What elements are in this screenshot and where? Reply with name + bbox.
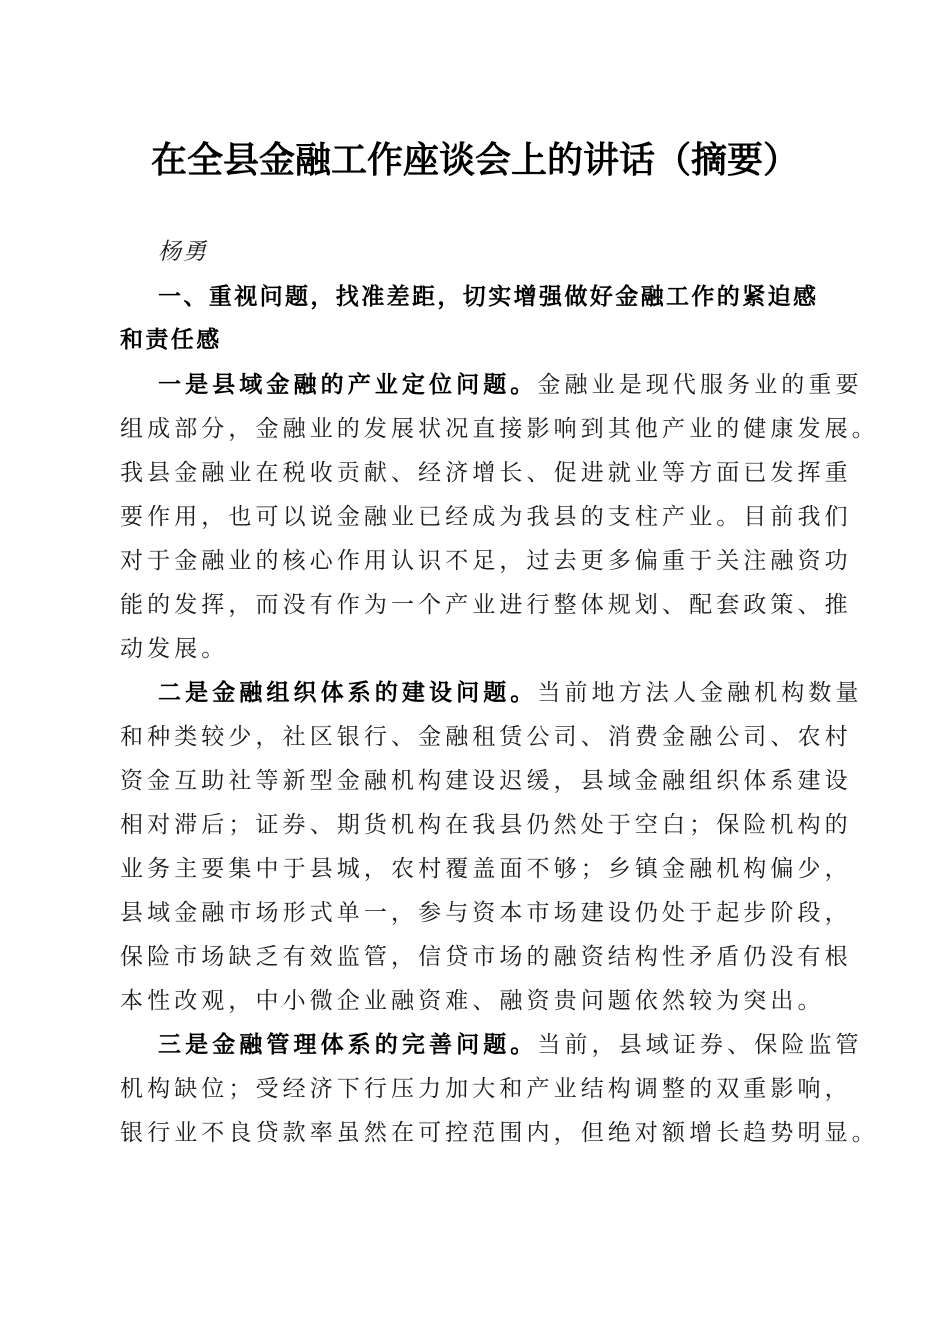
paragraph-1-lead: 一是县域金融的产业定位问题。 — [158, 371, 538, 398]
paragraph-1-line-1 — [158, 370, 878, 400]
author-name: 杨勇 — [158, 239, 208, 265]
paragraph-1-line-6: 能的发挥，而没有作为一个产业进行整体规划、配套政策、推 — [120, 592, 852, 618]
paragraph-1-line-5: 对于金融业的核心作用认识不足，过去更多偏重于关注融资功 — [120, 548, 852, 574]
paragraph-3-line-2: 机构缺位；受经济下行压力加大和产业结构调整的双重影响， — [120, 1076, 852, 1102]
document-title: 在全县金融工作座谈会上的讲话（摘要） — [150, 139, 799, 181]
paragraph-3-line-1 — [158, 1030, 878, 1060]
paragraph-1-line-7: 动发展。 — [120, 636, 229, 662]
paragraph-1-text: 金融业是现代服务业的重要 — [537, 372, 863, 398]
paragraph-2-line-3: 资金互助社等新型金融机构建设迟缓，县域金融组织体系建设 — [120, 768, 852, 794]
paragraph-3-line-3: 银行业不良贷款率虽然在可控范围内，但绝对额增长趋势明显。 — [120, 1120, 879, 1146]
paragraph-2-line-2: 和种类较少，社区银行、金融租赁公司、消费金融公司、农村 — [120, 724, 852, 750]
paragraph-1-line-4: 要作用，也可以说金融业已经成为我县的支柱产业。目前我们 — [120, 504, 852, 530]
paragraph-1-line-2: 组成部分，金融业的发展状况直接影响到其他产业的健康发展。 — [120, 416, 879, 442]
paragraph-2-line-1 — [158, 678, 878, 708]
paragraph-2-text: 当前地方法人金融机构数量 — [537, 680, 863, 706]
section-heading-line-1: 一、重视问题，找准差距，切实增强做好金融工作的紧迫感 — [158, 284, 819, 310]
paragraph-3-text: 当前，县域证券、保险监管 — [537, 1032, 863, 1058]
section-heading-line-2: 和责任感 — [120, 327, 222, 353]
paragraph-2-line-8: 本性改观，中小微企业融资难、融资贵问题依然较为突出。 — [120, 988, 825, 1014]
paragraph-1-line-3: 我县金融业在税收贡献、经济增长、促进就业等方面已发挥重 — [120, 460, 852, 486]
paragraph-2-lead: 二是金融组织体系的建设问题。 — [158, 679, 538, 706]
paragraph-2-line-4: 相对滞后；证券、期货机构在我县仍然处于空白；保险机构的 — [120, 812, 852, 838]
paragraph-2-line-7: 保险市场缺乏有效监管，信贷市场的融资结构性矛盾仍没有根 — [120, 944, 852, 970]
paragraph-2-line-5: 业务主要集中于县城，农村覆盖面不够；乡镇金融机构偏少， — [120, 856, 852, 882]
paragraph-3-lead: 三是金融管理体系的完善问题。 — [158, 1031, 538, 1058]
paragraph-2-line-6: 县域金融市场形式单一，参与资本市场建设仍处于起步阶段， — [120, 900, 852, 926]
